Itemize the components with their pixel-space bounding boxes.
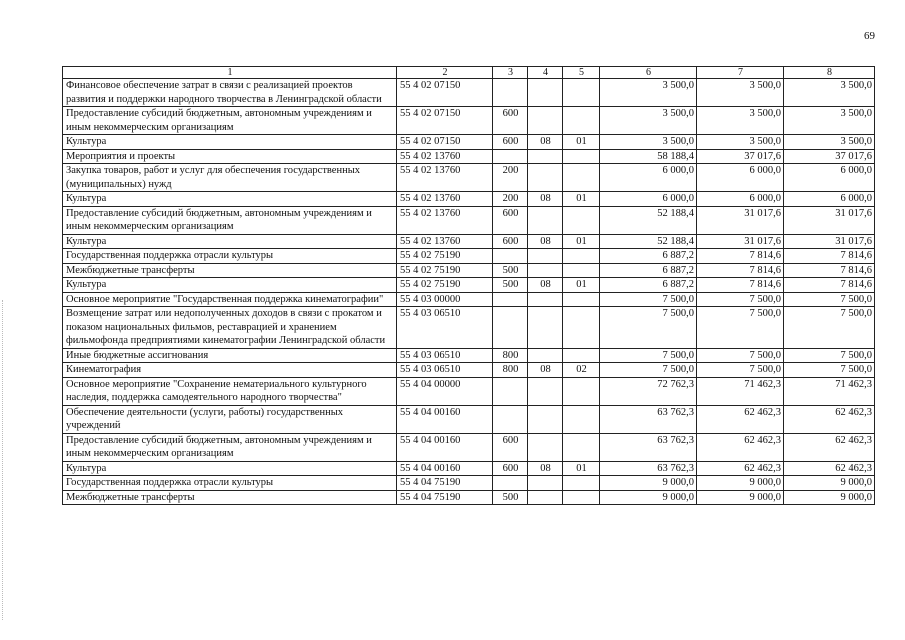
row-code-cell: 55 4 02 75190 [397, 278, 493, 293]
row-section-cell: 08 [528, 363, 563, 378]
row-subsection-cell [563, 433, 600, 461]
row-amount-year3-cell: 7 814,6 [784, 249, 875, 264]
row-amount-year2-cell: 9 000,0 [697, 476, 784, 491]
row-amount-year3-cell: 6 000,0 [784, 164, 875, 192]
row-amount-year1-cell: 3 500,0 [600, 135, 697, 150]
row-amount-year1-cell: 72 762,3 [600, 377, 697, 405]
row-amount-year2-cell: 62 462,3 [697, 405, 784, 433]
row-name-cell: Межбюджетные трансферты [63, 263, 397, 278]
row-expense-type-cell: 200 [493, 192, 528, 207]
row-amount-year3-cell: 37 017,6 [784, 149, 875, 164]
row-expense-type-cell: 600 [493, 135, 528, 150]
row-amount-year1-cell: 9 000,0 [600, 490, 697, 505]
row-section-cell: 08 [528, 234, 563, 249]
row-amount-year3-cell: 7 500,0 [784, 363, 875, 378]
row-section-cell: 08 [528, 278, 563, 293]
row-amount-year2-cell: 37 017,6 [697, 149, 784, 164]
row-code-cell: 55 4 02 75190 [397, 263, 493, 278]
row-amount-year2-cell: 7 500,0 [697, 307, 784, 349]
table-row [63, 263, 875, 278]
table-row [63, 476, 875, 491]
row-amount-year3-cell: 62 462,3 [784, 433, 875, 461]
row-section-cell [528, 263, 563, 278]
row-name-cell: Государственная поддержка отрасли культуры [63, 476, 397, 491]
row-expense-type-cell: 600 [493, 461, 528, 476]
row-section-cell: 08 [528, 461, 563, 476]
row-code-cell: 55 4 04 00160 [397, 461, 493, 476]
row-code-cell: 55 4 02 13760 [397, 164, 493, 192]
table-row [63, 107, 875, 135]
row-section-cell [528, 307, 563, 349]
row-amount-year3-cell: 62 462,3 [784, 405, 875, 433]
table-row [63, 164, 875, 192]
row-amount-year1-cell: 7 500,0 [600, 348, 697, 363]
row-amount-year1-cell: 3 500,0 [600, 79, 697, 107]
row-amount-year1-cell: 52 188,4 [600, 206, 697, 234]
row-section-cell [528, 476, 563, 491]
row-code-cell: 55 4 02 75190 [397, 249, 493, 264]
row-amount-year2-cell: 6 000,0 [697, 192, 784, 207]
row-amount-year2-cell: 62 462,3 [697, 461, 784, 476]
row-amount-year2-cell: 7 814,6 [697, 249, 784, 264]
row-expense-type-cell [493, 249, 528, 264]
header-cell: 3 [493, 67, 528, 79]
row-code-cell: 55 4 02 13760 [397, 149, 493, 164]
header-cell: 7 [697, 67, 784, 79]
row-amount-year3-cell: 3 500,0 [784, 135, 875, 150]
row-name-cell: Обеспечение деятельности (услуги, работы) государственных учреждений [63, 405, 397, 433]
row-amount-year3-cell: 31 017,6 [784, 206, 875, 234]
row-subsection-cell [563, 107, 600, 135]
row-amount-year2-cell: 31 017,6 [697, 206, 784, 234]
row-expense-type-cell: 600 [493, 433, 528, 461]
table-row [63, 433, 875, 461]
row-subsection-cell: 02 [563, 363, 600, 378]
row-amount-year2-cell: 3 500,0 [697, 107, 784, 135]
row-expense-type-cell: 800 [493, 348, 528, 363]
row-code-cell: 55 4 04 00160 [397, 433, 493, 461]
table-row [63, 206, 875, 234]
row-name-cell: Иные бюджетные ассигнования [63, 348, 397, 363]
table-row [63, 307, 875, 349]
row-code-cell: 55 4 04 00160 [397, 405, 493, 433]
row-name-cell: Возмещение затрат или недополученных доходов в связи с прокатом и показом национальных фильмов, реставрацией и хранением фильмофонда предприятиями кинематографии Ленинградской области [63, 307, 397, 349]
row-subsection-cell: 01 [563, 278, 600, 293]
row-section-cell [528, 149, 563, 164]
row-section-cell [528, 405, 563, 433]
row-amount-year2-cell: 6 000,0 [697, 164, 784, 192]
row-amount-year1-cell: 58 188,4 [600, 149, 697, 164]
row-amount-year1-cell: 6 887,2 [600, 263, 697, 278]
row-subsection-cell [563, 405, 600, 433]
row-expense-type-cell [493, 405, 528, 433]
row-name-cell: Кинематография [63, 363, 397, 378]
header-cell: 1 [63, 67, 397, 79]
header-cell: 6 [600, 67, 697, 79]
row-subsection-cell [563, 79, 600, 107]
row-amount-year3-cell: 3 500,0 [784, 79, 875, 107]
row-expense-type-cell: 200 [493, 164, 528, 192]
table-header-row [63, 67, 875, 79]
row-amount-year3-cell: 62 462,3 [784, 461, 875, 476]
row-section-cell: 08 [528, 135, 563, 150]
row-amount-year2-cell: 62 462,3 [697, 433, 784, 461]
row-section-cell [528, 490, 563, 505]
row-name-cell: Финансовое обеспечение затрат в связи с реализацией проектов развития и поддержки народного творчества в Ленинградской области [63, 79, 397, 107]
row-expense-type-cell [493, 149, 528, 164]
row-code-cell: 55 4 04 00000 [397, 377, 493, 405]
row-name-cell: Межбюджетные трансферты [63, 490, 397, 505]
page-number: 69 [864, 30, 875, 42]
row-amount-year1-cell: 3 500,0 [600, 107, 697, 135]
row-amount-year2-cell: 7 500,0 [697, 292, 784, 307]
row-section-cell [528, 206, 563, 234]
table-row [63, 405, 875, 433]
row-name-cell: Предоставление субсидий бюджетным, автономным учреждениям и иным некоммерческим организациям [63, 107, 397, 135]
table-row [63, 249, 875, 264]
row-section-cell [528, 164, 563, 192]
row-name-cell: Государственная поддержка отрасли культуры [63, 249, 397, 264]
row-name-cell: Мероприятия и проекты [63, 149, 397, 164]
row-amount-year3-cell: 9 000,0 [784, 490, 875, 505]
row-amount-year1-cell: 6 000,0 [600, 192, 697, 207]
row-amount-year2-cell: 7 814,6 [697, 278, 784, 293]
row-subsection-cell: 01 [563, 461, 600, 476]
row-expense-type-cell: 800 [493, 363, 528, 378]
row-amount-year1-cell: 7 500,0 [600, 292, 697, 307]
row-subsection-cell: 01 [563, 135, 600, 150]
row-name-cell: Основное мероприятие "Государственная поддержка кинематографии" [63, 292, 397, 307]
row-amount-year3-cell: 7 814,6 [784, 263, 875, 278]
row-expense-type-cell: 600 [493, 206, 528, 234]
row-amount-year3-cell: 9 000,0 [784, 476, 875, 491]
row-name-cell: Культура [63, 192, 397, 207]
row-expense-type-cell [493, 307, 528, 349]
row-subsection-cell [563, 348, 600, 363]
row-subsection-cell [563, 164, 600, 192]
row-code-cell: 55 4 04 75190 [397, 490, 493, 505]
row-expense-type-cell: 600 [493, 107, 528, 135]
budget-table [62, 66, 875, 505]
margin-scan-artifact [2, 300, 4, 620]
row-code-cell: 55 4 04 75190 [397, 476, 493, 491]
row-amount-year2-cell: 9 000,0 [697, 490, 784, 505]
row-name-cell: Предоставление субсидий бюджетным, автономным учреждениям и иным некоммерческим организациям [63, 206, 397, 234]
row-code-cell: 55 4 02 13760 [397, 206, 493, 234]
row-section-cell [528, 377, 563, 405]
table-row [63, 363, 875, 378]
row-name-cell: Закупка товаров, работ и услуг для обеспечения государственных (муниципальных) нужд [63, 164, 397, 192]
row-section-cell [528, 79, 563, 107]
row-amount-year1-cell: 6 887,2 [600, 278, 697, 293]
row-name-cell: Культура [63, 461, 397, 476]
row-section-cell [528, 348, 563, 363]
row-subsection-cell [563, 476, 600, 491]
row-expense-type-cell [493, 377, 528, 405]
row-amount-year3-cell: 31 017,6 [784, 234, 875, 249]
table-row [63, 79, 875, 107]
row-expense-type-cell: 500 [493, 278, 528, 293]
header-cell: 8 [784, 67, 875, 79]
row-subsection-cell [563, 149, 600, 164]
row-section-cell [528, 292, 563, 307]
row-subsection-cell [563, 377, 600, 405]
row-code-cell: 55 4 03 00000 [397, 292, 493, 307]
row-subsection-cell [563, 263, 600, 278]
row-subsection-cell [563, 206, 600, 234]
row-amount-year2-cell: 31 017,6 [697, 234, 784, 249]
row-amount-year3-cell: 7 500,0 [784, 307, 875, 349]
row-section-cell [528, 107, 563, 135]
row-name-cell: Культура [63, 278, 397, 293]
header-cell: 4 [528, 67, 563, 79]
table-row [63, 461, 875, 476]
row-amount-year1-cell: 63 762,3 [600, 433, 697, 461]
row-amount-year1-cell: 7 500,0 [600, 363, 697, 378]
row-amount-year3-cell: 7 500,0 [784, 348, 875, 363]
row-code-cell: 55 4 03 06510 [397, 348, 493, 363]
header-cell: 2 [397, 67, 493, 79]
row-amount-year2-cell: 3 500,0 [697, 135, 784, 150]
row-subsection-cell [563, 307, 600, 349]
table-row [63, 377, 875, 405]
row-amount-year1-cell: 6 887,2 [600, 249, 697, 264]
row-amount-year2-cell: 3 500,0 [697, 79, 784, 107]
row-amount-year3-cell: 3 500,0 [784, 107, 875, 135]
table-row [63, 490, 875, 505]
table-row [63, 135, 875, 150]
row-amount-year3-cell: 7 500,0 [784, 292, 875, 307]
row-expense-type-cell: 500 [493, 263, 528, 278]
row-amount-year2-cell: 7 500,0 [697, 363, 784, 378]
row-section-cell [528, 433, 563, 461]
header-cell: 5 [563, 67, 600, 79]
row-subsection-cell [563, 490, 600, 505]
row-code-cell: 55 4 02 07150 [397, 135, 493, 150]
row-expense-type-cell [493, 79, 528, 107]
row-amount-year2-cell: 7 500,0 [697, 348, 784, 363]
row-code-cell: 55 4 02 13760 [397, 192, 493, 207]
row-amount-year3-cell: 6 000,0 [784, 192, 875, 207]
row-amount-year1-cell: 9 000,0 [600, 476, 697, 491]
row-amount-year1-cell: 6 000,0 [600, 164, 697, 192]
row-code-cell: 55 4 03 06510 [397, 307, 493, 349]
table-row [63, 292, 875, 307]
row-amount-year1-cell: 63 762,3 [600, 461, 697, 476]
row-amount-year3-cell: 7 814,6 [784, 278, 875, 293]
row-name-cell: Основное мероприятие "Сохранение нематериального культурного наследия, поддержка самодеятельного народного творчества" [63, 377, 397, 405]
row-expense-type-cell [493, 292, 528, 307]
row-subsection-cell [563, 249, 600, 264]
row-code-cell: 55 4 03 06510 [397, 363, 493, 378]
row-code-cell: 55 4 02 07150 [397, 107, 493, 135]
table-row [63, 149, 875, 164]
row-expense-type-cell: 600 [493, 234, 528, 249]
row-subsection-cell: 01 [563, 192, 600, 207]
row-expense-type-cell: 500 [493, 490, 528, 505]
table-row [63, 234, 875, 249]
row-name-cell: Культура [63, 234, 397, 249]
row-section-cell [528, 249, 563, 264]
row-amount-year3-cell: 71 462,3 [784, 377, 875, 405]
row-subsection-cell: 01 [563, 234, 600, 249]
row-code-cell: 55 4 02 07150 [397, 79, 493, 107]
row-section-cell: 08 [528, 192, 563, 207]
row-subsection-cell [563, 292, 600, 307]
table-row [63, 192, 875, 207]
row-amount-year2-cell: 71 462,3 [697, 377, 784, 405]
table-row [63, 278, 875, 293]
row-name-cell: Культура [63, 135, 397, 150]
table-row [63, 348, 875, 363]
row-amount-year2-cell: 7 814,6 [697, 263, 784, 278]
row-amount-year1-cell: 52 188,4 [600, 234, 697, 249]
row-code-cell: 55 4 02 13760 [397, 234, 493, 249]
row-name-cell: Предоставление субсидий бюджетным, автономным учреждениям и иным некоммерческим организациям [63, 433, 397, 461]
row-amount-year1-cell: 63 762,3 [600, 405, 697, 433]
row-expense-type-cell [493, 476, 528, 491]
row-amount-year1-cell: 7 500,0 [600, 307, 697, 349]
